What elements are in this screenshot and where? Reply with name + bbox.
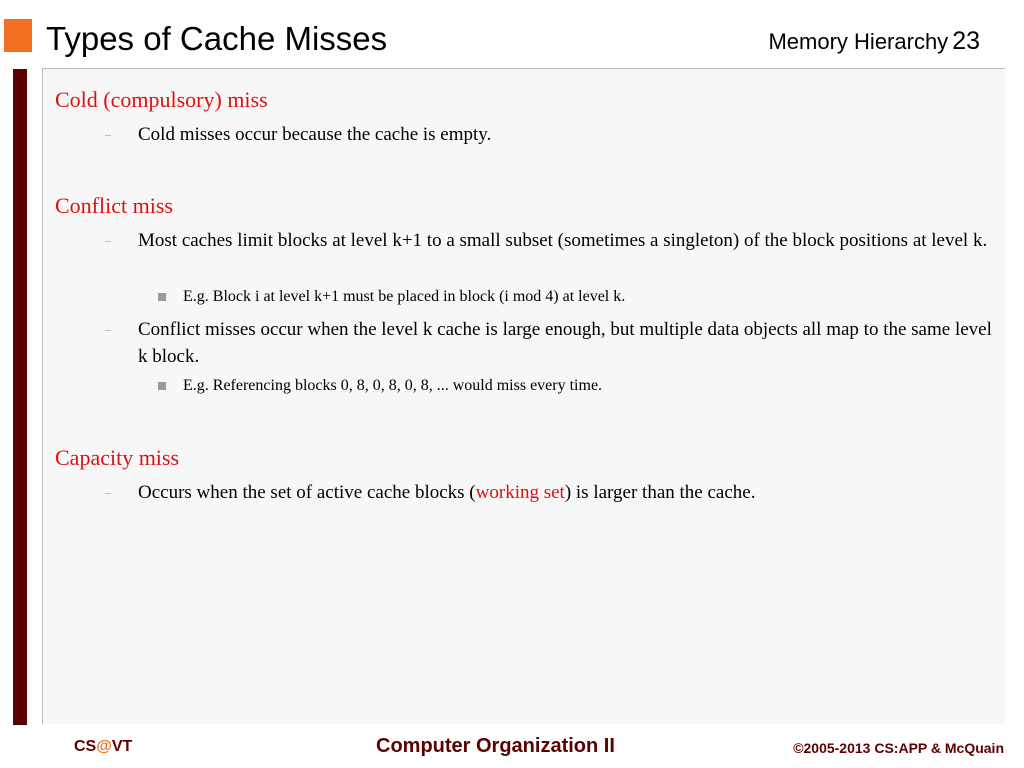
heading-capacity-miss: Capacity miss [55,445,180,470]
bullet-text: Conflict misses occur when the level k cache is large enough, but multiple data objects all map to the same level k block. [138,319,992,367]
header-section-info [768,26,980,60]
bullet-text: Cold misses occur because the cache is empty. [138,124,492,145]
title-accent-square [4,19,32,52]
footer-at: @ [96,738,112,755]
bullet-capacity-1 [105,479,998,506]
bullet-cold-1 [105,121,998,148]
dash-bullet-icon: – [105,233,111,247]
working-set-highlight: working set [475,482,565,503]
section-title: Memory Hierarchy [768,29,949,54]
square-bullet-icon [158,293,166,301]
bullet-conflict-1 [105,227,998,254]
bullet-conflict-2 [105,316,998,370]
content-panel [42,68,1005,724]
square-bullet-icon [158,382,166,390]
dash-bullet-icon: – [105,322,111,336]
dash-bullet-icon: – [105,485,111,499]
dash-bullet-icon: – [105,127,111,141]
bullet-text: Most caches limit blocks at level k+1 to a small subset (sometimes a singleton) of the block positions at level k. [138,230,988,251]
footer-copyright: ©2005-2013 CS:APP & McQuain [793,740,1004,756]
footer-cs-vt [74,738,132,756]
bullet-conflict-2-sub [183,375,983,397]
left-accent-bar [13,69,27,725]
footer-course-title: Computer Organization II [376,735,615,757]
page-number: 23 [952,27,980,55]
footer-vt: VT [111,738,133,755]
bullet-text-post: ) is larger than the cache. [564,482,756,503]
bullet-text-pre: Occurs when the set of active cache blocks ( [138,482,476,503]
heading-cold-miss: Cold (compulsory) miss [55,87,268,112]
slide-title: Types of Cache Misses [46,20,388,57]
footer-cs: CS [74,738,97,755]
bullet-text: E.g. Referencing blocks 0, 8, 0, 8, 0, 8, ... would miss every time. [183,377,603,394]
heading-conflict-miss: Conflict miss [55,193,173,218]
bullet-conflict-1-sub [183,286,983,308]
bullet-text: E.g. Block i at level k+1 must be placed in block (i mod 4) at level k. [183,288,626,305]
